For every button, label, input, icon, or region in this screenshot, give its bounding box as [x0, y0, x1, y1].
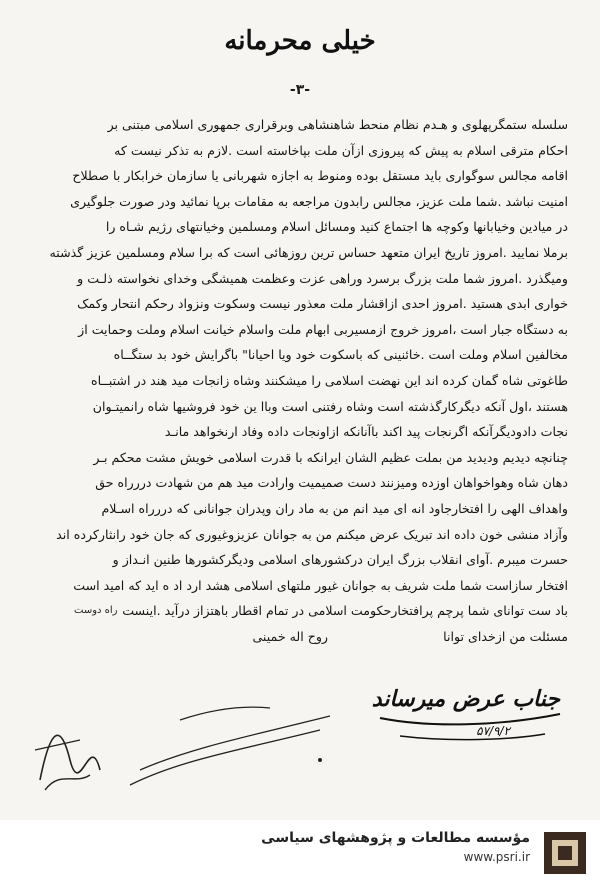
body-line: خواری ابدی هستید .امروز احدی ازاقشار ملت معذور نیست وسکوت ونزواد رحکم انتحار وکمک: [77, 296, 568, 312]
body-line: برملا نمایید .امروز تاریخ ایران متعهد حساس ترین روزهائی است که برا سلام ومسلمین عزیز گذشته: [49, 244, 568, 260]
closing-block: [38, 626, 568, 648]
footer-bar: [0, 820, 600, 889]
body-line: به دستگاه جبار است ،امروز خروج ازمسیربی ابهام ملت واسلام خیانت اسلام وملت وحمایت از: [78, 321, 568, 337]
body-line: امنیت نباشد .شما ملت عزیز، مجالس رابدون مراجعه به مقامات برپا نمائید ودر صورت جلوگیری: [70, 193, 568, 209]
classification-heading: خیلی محرمانه: [224, 26, 376, 56]
body-line: واهداف الهی را افتخارجاود انه ای مید انم من به ماد ران وپدران جوانانی که دررراه اسـلام: [101, 500, 568, 516]
body-line: افتخار سازاست شما ملت شریف به جوانان غیور ملتهای اسلامی هشد ارد اد ه اید که امید است: [73, 577, 568, 593]
body-line: نجات دادودیگرآنکه اگرنجات پید اکند باآنانکه ازاونجات داده وفاد ارنخواهد مانـد: [164, 424, 568, 440]
body-line: دهان شاه وهواخواهان اوزده ومیزنند دست صمیمیت وارادت مید هم من شهادت دررراه حق: [95, 475, 568, 491]
body-line: حسرت میبرم .آوای انقلاب بزرگ ایران درکشورهای اسلامی ودیگرکشورها طنین انـداز و: [112, 552, 568, 568]
body-line: هستند ،اول آنکه دیگرکارگذشته است وشاه رفتنی است وباا ین خود فروشیها شاه رانمیتـوان: [92, 398, 568, 414]
body-line: اقامه مجالس سوگواری باید مستقل بوده ومنوط به اجازه شهربانی یا سازمان خرابکار با صطلاح: [72, 168, 568, 184]
body-line: احکام مترقی اسلام به پیش که پیروزی ازآن ملت بپاخاسته است .لازم به تذکر نیست که: [114, 142, 568, 158]
body-line: در میادین وخیابانها وکوچه ها اجتماع کنید ومسائل اسلام ومسلمین وخیانتهای رژیم شـاه را: [105, 219, 568, 235]
footer-text: [210, 830, 530, 864]
psri-logo-icon: [544, 832, 586, 874]
body-line: ومیگذرد .امروز شما ملت بزرگ برسرد وراهی عزت وعظمت همیشگی وخدای نخواسته ذلـت و: [77, 270, 568, 286]
institute-name: مؤسسه مطالعات و پژوهشهای سیاسی: [261, 830, 530, 846]
handwriting-scribble-icon: [20, 690, 380, 800]
body-line: سلسله ستمگرپهلوی و هـدم نظام منحط شاهنشاهی وبرقراری جمهوری اسلامی مبتنی بر: [107, 117, 568, 132]
signature-name: روح اله خمینی: [252, 629, 328, 644]
stamp-text: جناب عرض میرساند: [371, 686, 560, 712]
body-line: مسئلت من ازخدای توانا: [443, 628, 568, 644]
institute-url[interactable]: www.psri.ir: [463, 850, 530, 864]
handwritten-marginal-note: [20, 690, 380, 800]
body-line: چنانچه دیدیم ودیدید من بملت عظیم الشان ایرانکه با قدرت اسلامی خویش مشت محکم بـر: [93, 449, 568, 465]
body-line: باد ست توانای شما پرچم پرافتخارحکومت اسلامی در تمام اقطار باهتزاز درآید .اینست: [122, 603, 568, 619]
stamp-date: ۵۷/۹/۲: [476, 724, 510, 738]
body-line: طاغوتی شاه گمان کرده اند این نهضت اسلامی را میشکنند وشاه زانجات مید هند در اشتبــاه: [91, 372, 568, 388]
handwritten-stamp: [370, 676, 570, 756]
letter-body: [38, 112, 568, 649]
body-line: مخالفین اسلام وملت است .خائنینی که باسکوت خود ویا احیانا" باگرایش خود بد ستگــاه: [113, 347, 568, 363]
interline-correction: راه دوست: [74, 605, 118, 616]
body-line: وآزاد منشی خون داده اند تبریک عرض میکنم من به جوانان عزیزوغیوری که جان خود رانثارکرده اند: [56, 526, 568, 542]
page-number: -۳-: [289, 82, 311, 98]
